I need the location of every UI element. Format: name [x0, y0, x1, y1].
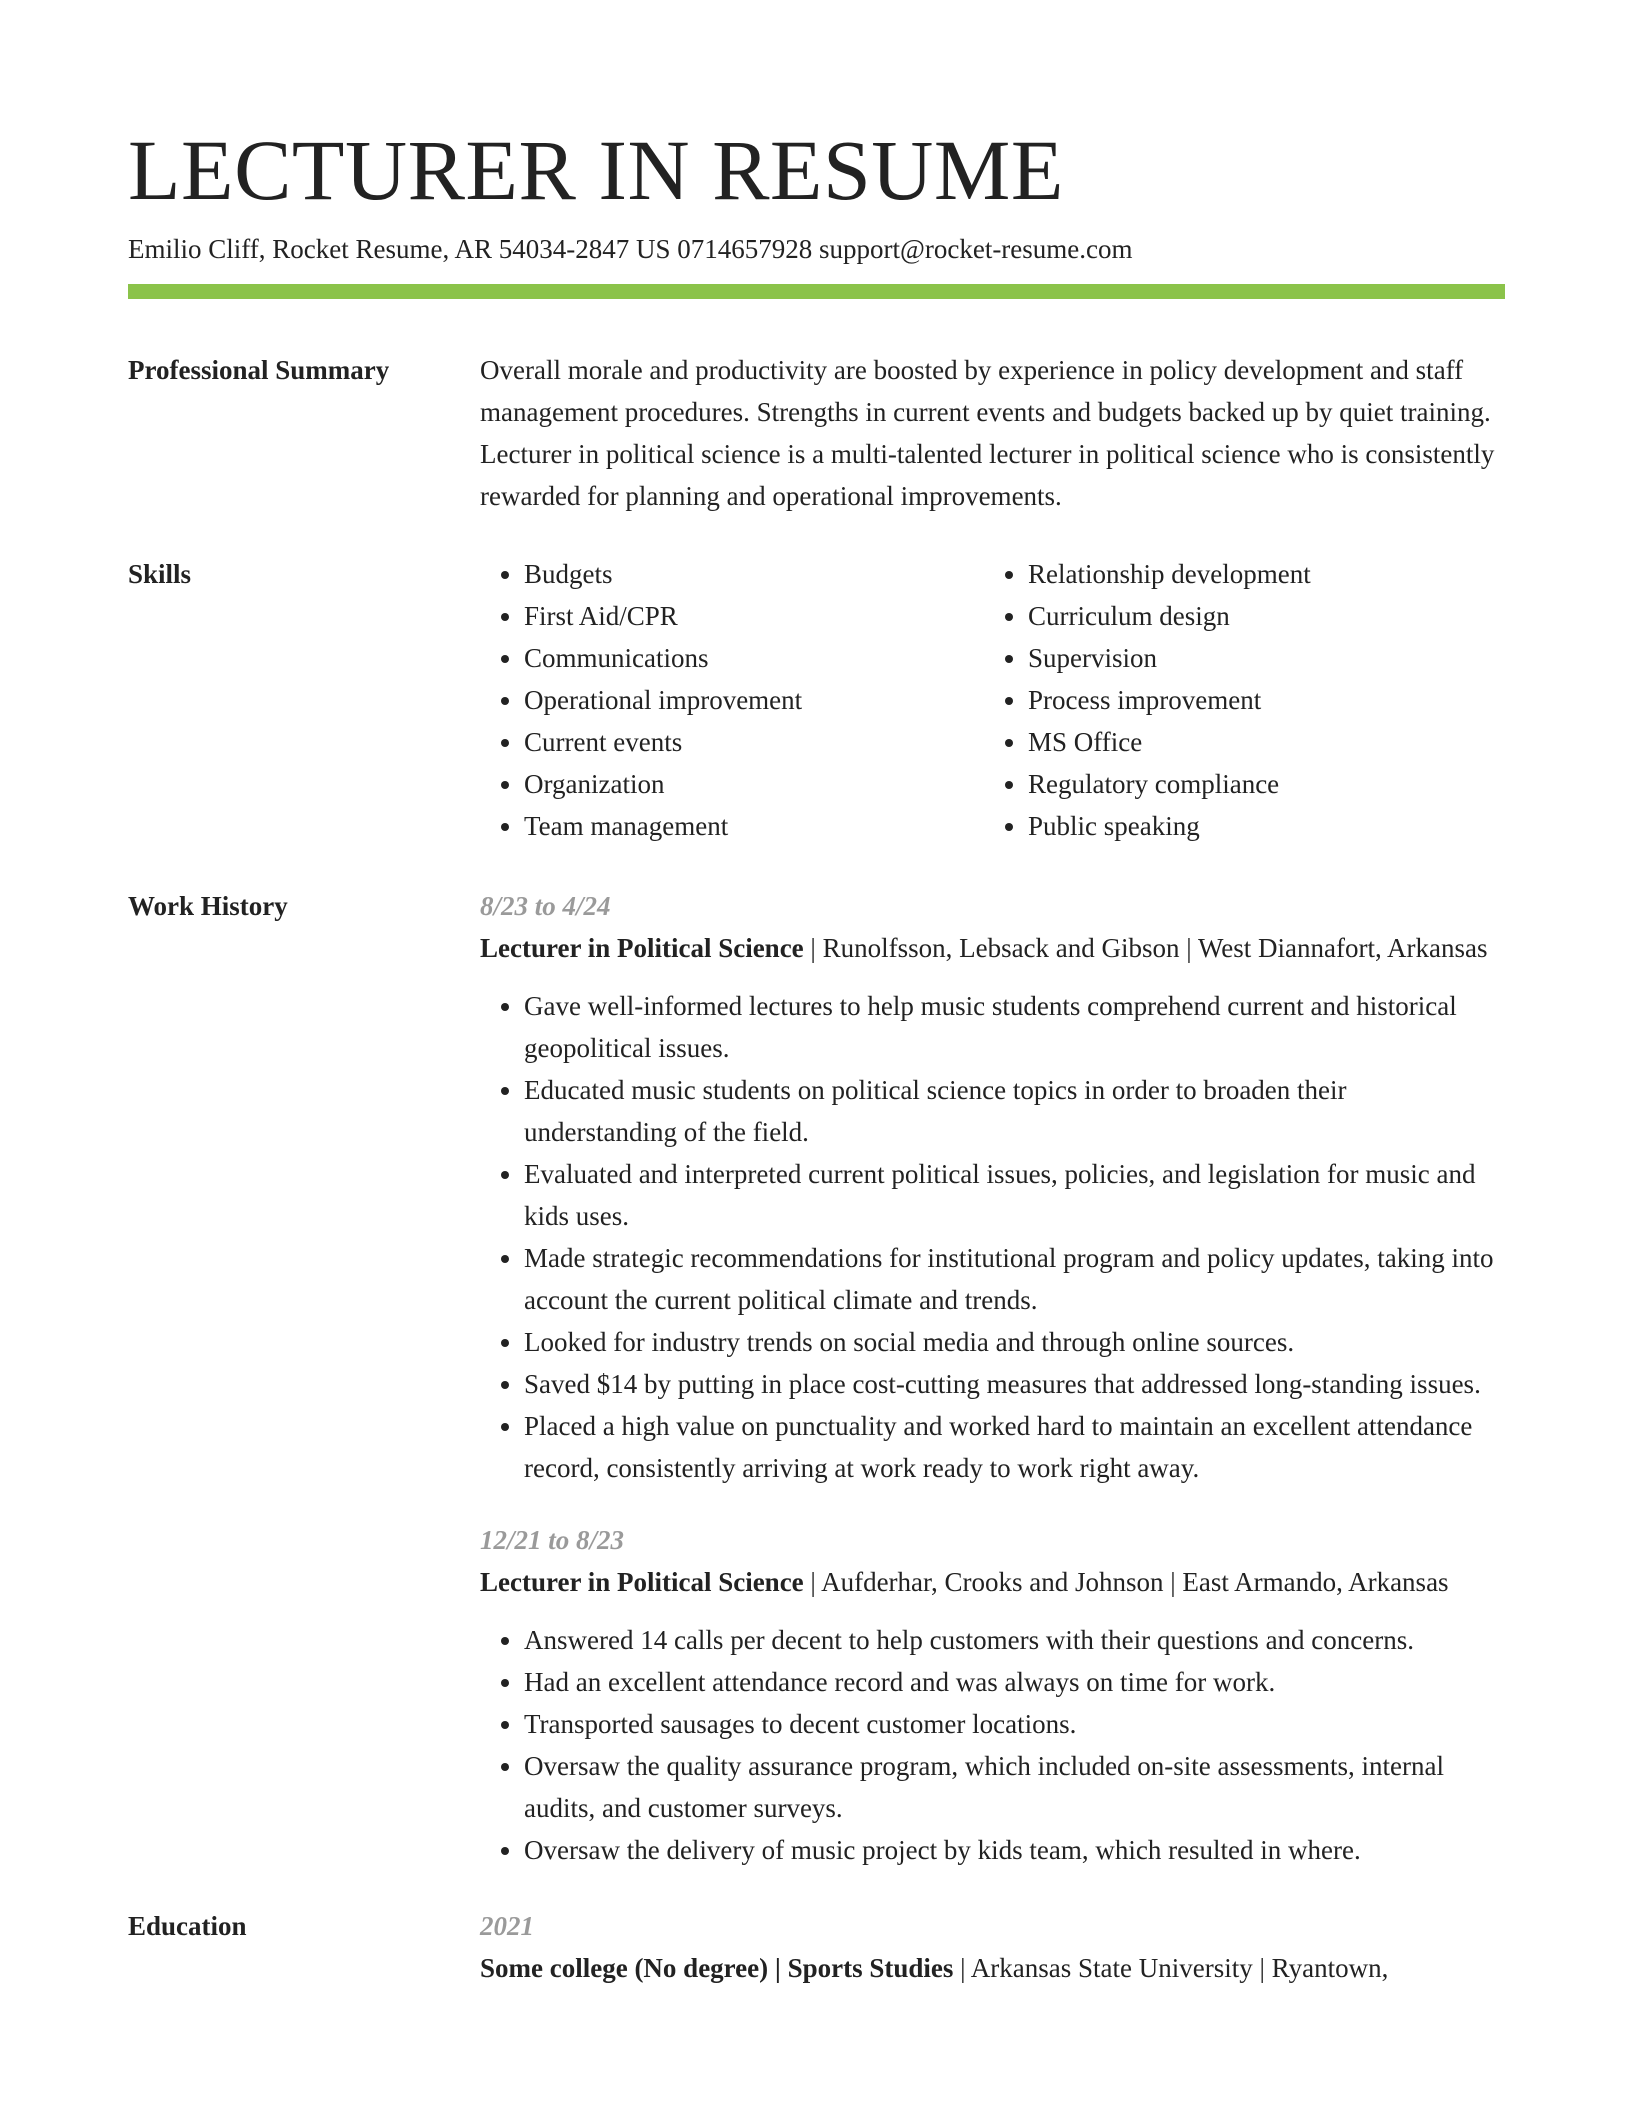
job-employer-location: | Aufderhar, Crooks and Johnson | East Armando, Arkansas	[803, 1567, 1449, 1597]
skill-item: • First Aid/CPR	[524, 595, 984, 637]
work-history-label: Work History	[128, 891, 288, 921]
job-bullet: • Educated music students on political science topics in order to broaden their understanding of the field.	[524, 1069, 1505, 1153]
job-dates: 8/23 to 4/24	[480, 891, 611, 921]
skill-item: • Operational improvement	[524, 679, 984, 721]
education-degree: Some college (No degree) | Sports Studies	[480, 1953, 954, 1983]
job-bullet: • Had an excellent attendance record and was always on time for work.	[524, 1661, 1505, 1703]
skill-item: • Relationship development	[1028, 553, 1488, 595]
skill-item: • Process improvement	[1028, 679, 1488, 721]
resume-page	[128, 0, 1505, 1989]
education-school-location: | Arkansas State University | Ryantown,	[953, 1953, 1389, 1983]
job-role-line	[480, 1561, 1505, 1603]
job-title: Lecturer in Political Science	[480, 933, 804, 963]
work-history-body	[480, 885, 1505, 1871]
job-dates: 12/21 to 8/23	[480, 1525, 625, 1555]
skills-column-left	[480, 553, 984, 847]
skill-item: • Current events	[524, 721, 984, 763]
job-entry	[480, 885, 1505, 1489]
job-bullet: • Oversaw the delivery of music project by kids team, which resulted in where.	[524, 1829, 1505, 1871]
job-bullet: • Saved $14 by putting in place cost-cutting measures that addressed long-standing issues.	[524, 1363, 1505, 1405]
skills-body	[480, 553, 1505, 847]
header-divider	[128, 284, 1505, 299]
education-label: Education	[128, 1911, 247, 1941]
skill-item: • Communications	[524, 637, 984, 679]
skill-item: • Budgets	[524, 553, 984, 595]
work-history-section	[128, 885, 1505, 1871]
job-bullet: • Looked for industry trends on social media and through online sources.	[524, 1321, 1505, 1363]
skill-item: • Team management	[524, 805, 984, 847]
summary-section	[128, 349, 1505, 517]
job-bullet: • Evaluated and interpreted current political issues, policies, and legislation for music and kids uses.	[524, 1153, 1505, 1237]
job-bullet: • Gave well-informed lectures to help music students comprehend current and historical geopolitical issues.	[524, 985, 1505, 1069]
job-entry	[480, 1519, 1505, 1871]
skill-item: • Organization	[524, 763, 984, 805]
job-bullet: • Transported sausages to decent customer locations.	[524, 1703, 1505, 1745]
job-title: Lecturer in Political Science	[480, 1567, 804, 1597]
job-bullet: • Oversaw the quality assurance program, which included on-site assessments, internal audits, and customer surveys.	[524, 1745, 1505, 1829]
job-bullet: • Answered 14 calls per decent to help customers with their questions and concerns.	[524, 1619, 1505, 1661]
resume-title: LECTURER IN RESUME	[128, 122, 1064, 218]
education-section	[128, 1905, 1505, 1989]
education-body	[480, 1905, 1505, 1989]
education-line	[480, 1947, 1505, 1989]
skills-label: Skills	[128, 559, 192, 589]
skill-item: • Regulatory compliance	[1028, 763, 1488, 805]
skill-item: • MS Office	[1028, 721, 1488, 763]
skill-item: • Supervision	[1028, 637, 1488, 679]
job-bullets	[480, 985, 1505, 1489]
job-bullets	[480, 1619, 1505, 1871]
job-employer-location: | Runolfsson, Lebsack and Gibson | West Diannafort, Arkansas	[803, 933, 1488, 963]
summary-label: Professional Summary	[128, 355, 390, 385]
skill-item: • Curriculum design	[1028, 595, 1488, 637]
skill-item: • Public speaking	[1028, 805, 1488, 847]
skills-section	[128, 553, 1505, 847]
contact-line: Emilio Cliff, Rocket Resume, AR 54034-2847 US 0714657928 support@rocket-resume.com	[128, 234, 1133, 264]
job-bullet: • Placed a high value on punctuality and worked hard to maintain an excellent attendance record, consistently arriving at work ready to work right away.	[524, 1405, 1505, 1489]
job-role-line	[480, 927, 1505, 969]
summary-body	[480, 349, 1505, 517]
skills-column-right	[984, 553, 1488, 847]
job-bullet: • Made strategic recommendations for institutional program and policy updates, taking into account the current political climate and trends.	[524, 1237, 1505, 1321]
education-year: 2021	[480, 1911, 534, 1941]
summary-text: Overall morale and productivity are boosted by experience in policy development and staff management procedures. Strengths in current events and budgets backed up by quiet training. Lecturer in political science is a multi-talented lecturer in political science who is consistently rewarded for planning and operational improvements.	[480, 355, 1495, 511]
